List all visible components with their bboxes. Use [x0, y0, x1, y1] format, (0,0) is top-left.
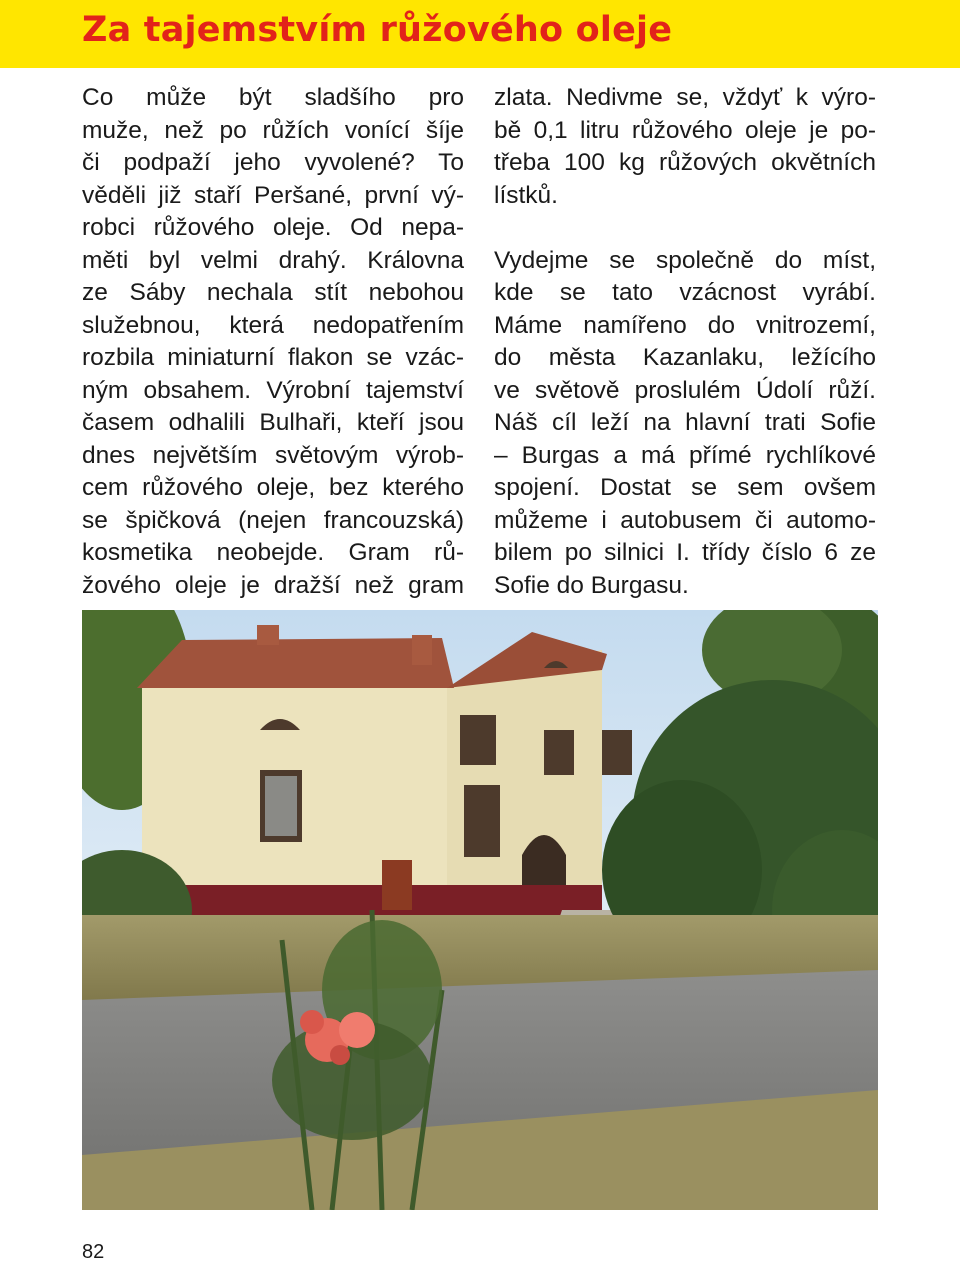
building-photo: [82, 610, 878, 1210]
text-line: služebnou, která nedopatřením: [82, 311, 464, 339]
text-line: časem odhalili Bulhaři, kteří jsou: [82, 409, 464, 436]
text-line: rozbila miniaturní flakon se vzác-: [82, 344, 464, 371]
text-line: – Burgas a má přímé rychlíkové: [494, 441, 876, 469]
text-line: robci růžového oleje. Od nepa-: [82, 214, 464, 241]
text-line: Co může být sladšího pro: [82, 84, 464, 111]
text-line: spojení. Dostat se sem ovšem: [494, 474, 876, 501]
text-line: ným obsahem. Výrobní tajemství: [82, 376, 464, 404]
text-line: kosmetika neobejde. Gram rů-: [82, 539, 464, 566]
text-line: cem růžového oleje, bez kterého: [82, 474, 464, 501]
text-line: měti byl velmi drahý. Královna: [82, 246, 464, 274]
text-line: muže, než po růžích vonící šíje: [82, 116, 464, 144]
text-line: můžeme i autobusem či automo-: [494, 506, 876, 534]
text-line: Sofie do Burgasu.: [494, 571, 689, 599]
text-line: Máme namířeno do vnitrozemí,: [494, 311, 876, 339]
text-line: Náš cíl leží na hlavní trati Sofie: [494, 409, 876, 436]
text-line: se špičková (nejen francouzská): [82, 506, 464, 534]
text-line: bilem po silnici I. třídy číslo 6 ze: [494, 539, 876, 566]
text-line: třeba 100 kg růžových okvětních: [494, 149, 876, 176]
text-line: dnes největším světovým výrob-: [82, 441, 464, 469]
text-line: žového oleje je dražší než gram: [82, 571, 464, 599]
text-line: do města Kazanlaku, ležícího: [494, 344, 876, 371]
text-line: zlata. Nedivme se, vždyť k výro-: [494, 84, 876, 111]
page-number: 82: [82, 1241, 105, 1263]
page-title: Za tajemstvím růžového oleje: [82, 10, 673, 50]
text-line: kde se tato vzácnost vyrábí.: [494, 279, 876, 306]
text-column-left: [82, 82, 464, 602]
text-line: či podpaží jeho vyvolené? To: [82, 149, 464, 176]
text-line: ve světově proslulém Údolí růží.: [494, 376, 876, 404]
text-column-right: [494, 82, 876, 602]
paragraph-gap: [494, 212, 876, 245]
text-line: bě 0,1 litru růžového oleje je po-: [494, 116, 876, 144]
text-line: lístků.: [494, 181, 558, 209]
text-line: Vydejme se společně do míst,: [494, 246, 876, 274]
text-line: ze Sáby nechala stít nebohou: [82, 279, 464, 306]
text-line: věděli již staří Peršané, první vý-: [82, 181, 464, 209]
